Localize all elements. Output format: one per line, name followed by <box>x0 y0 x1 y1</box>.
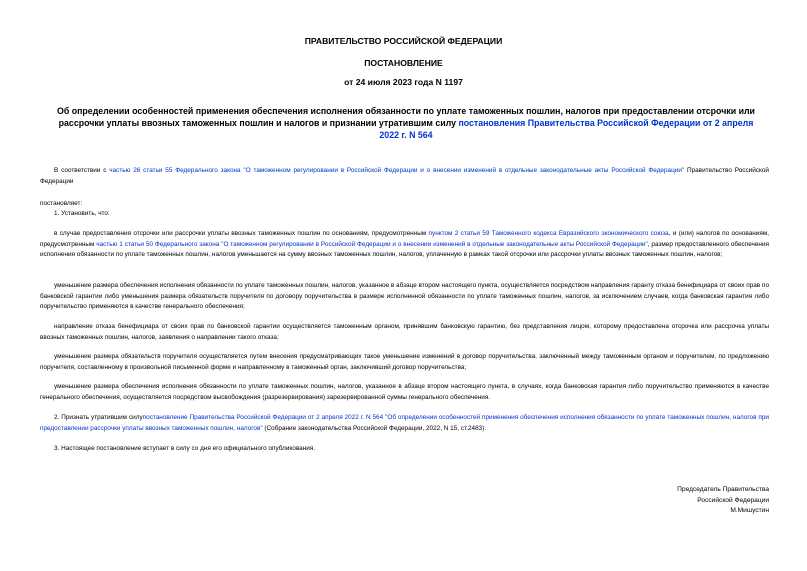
deferral-text-b: , и (или) налогов по основаниям, предусмотренным <box>40 230 769 248</box>
paragraph-item-1: 1. Установить, что: <box>54 210 110 217</box>
document-type: ПОСТАНОВЛЕНИЕ <box>364 58 443 68</box>
signature-block <box>677 485 769 517</box>
signature-position: Председатель Правительства <box>677 486 769 493</box>
paragraph-decrees: постановляет: <box>40 200 83 207</box>
paragraph-item-3: 3. Настоящее постановление вступает в силу со дня его официального опубликования. <box>54 445 316 452</box>
document-date-number: от 24 июля 2023 года N 1197 <box>344 77 463 87</box>
title-link[interactable]: постановления Правительства Российской Федерации от 2 апреля 2022 г. N 564 <box>379 118 754 140</box>
deferral-text-a: в случае предоставления отсрочки или рассрочки уплаты ввозных таможенных пошлин по основаниям, предусмотренным <box>54 230 429 237</box>
paragraph-deferral <box>40 229 769 261</box>
signature-org: Российской Федерации <box>697 496 769 504</box>
title-text: Об определении особенностей применения обеспечения исполнения обязанности по уплате таможенных пошлин, налогов при предоставлении отсрочки или рассрочки уплаты ввозных таможенных пошлин и налогов и признании утратившим силу <box>57 106 755 128</box>
document-title <box>52 105 760 141</box>
paragraph-reduction: уменьшение размера обеспечения исполнения обязанности по уплате таможенных пошлин, налогов, указанное в абзаце втором настоящего пункта, осуществляется посредством направления гаранту отказа бенефициара от своих прав по банковской гарантии либо уменьшения размера обязательств поручителя по договору поручительства в размере исполненной обязанности по уплате таможенных пошлин, налогов, за исключением случаев, когда банковская гарантия либо поручительство применяются в качестве генерального обеспечения; <box>40 282 769 311</box>
paragraph-preamble <box>40 166 769 187</box>
paragraph-refusal: направление отказа бенефициара от своих прав по банковской гарантии осуществляется таможенным органом, принявшим банковскую гарантию, без представления лицом, которому предоставлена отсрочка или рассрочка уплаты ввозных таможенных пошлин, налогов, заявления о направлении такого отказа; <box>40 323 769 341</box>
paragraph-item-2 <box>40 413 769 434</box>
deferral-text-c: , размер предоставленного обеспечения исполнения обязанности по уплате таможенных пошлин, налогов уменьшается на сумму ввозных таможенных пошлин, налогов, уплаченную в рамках такой отсрочки или рассрочки уплаты ввозных таможенных пошлин, налогов; <box>40 240 769 259</box>
repealed-decree-link[interactable]: постановление Правительства Российской Федерации от 2 апреля 2022 г. N 564 "Об определении особенностей применения обеспечения исполнения обязанности по уплате таможенных пошлин, налогов при предоставлении рассрочки уплаты ввозных таможенных пошлин, налогов" <box>40 414 770 432</box>
preamble-text: В соответствии с <box>54 167 110 174</box>
signature-name: М.Мишустин <box>730 507 769 515</box>
federal-law-link[interactable]: частью 1 статьи 50 Федерального закона "О таможенном регулировании в Российской Федерации и о внесении изменений в отдельные законодательные акты Российской Федерации" <box>96 240 648 248</box>
repeal-source-text: (Собрание законодательства Российской Федерации, 2022, N 15, ст.2483). <box>262 424 487 432</box>
repeal-text: 2. Признать утратившим силу <box>54 414 143 421</box>
government-heading: ПРАВИТЕЛЬСТВО РОССИЙСКОЙ ФЕДЕРАЦИИ <box>304 36 503 46</box>
paragraph-guarantor: уменьшение размера обязательств поручителя осуществляется путем внесения предусматривающих такое уменьшение изменений в договор поручительства, заключенный между таможенным органом и поручителем, по предложению поручителя, составленному в произвольной письменной форме и направленному в таможенный орган, заключивший договор поручительства; <box>40 353 769 371</box>
preamble-text-end: Правительство Российской Федерации <box>40 167 769 185</box>
paragraph-general-security: уменьшение размера обеспечения исполнения обязанности по уплате таможенных пошлин, налогов, указанное в абзаце втором настоящего пункта, в случаях, когда банковская гарантия либо поручительство применяются в качестве генерального обеспечения, осуществляется посредством высвобождения (разрезервирования) зарезервированной суммы генерального обеспечения. <box>40 383 769 401</box>
customs-code-link[interactable]: пунктом 2 статьи 59 Таможенного кодекса Евразийского экономического союза <box>428 230 669 237</box>
preamble-law-link[interactable]: частью 26 статьи 55 Федерального закона "О таможенном регулировании в Российской Федерации и о внесении изменений в отдельные законодательные акты Российской Федерации" <box>109 167 685 174</box>
